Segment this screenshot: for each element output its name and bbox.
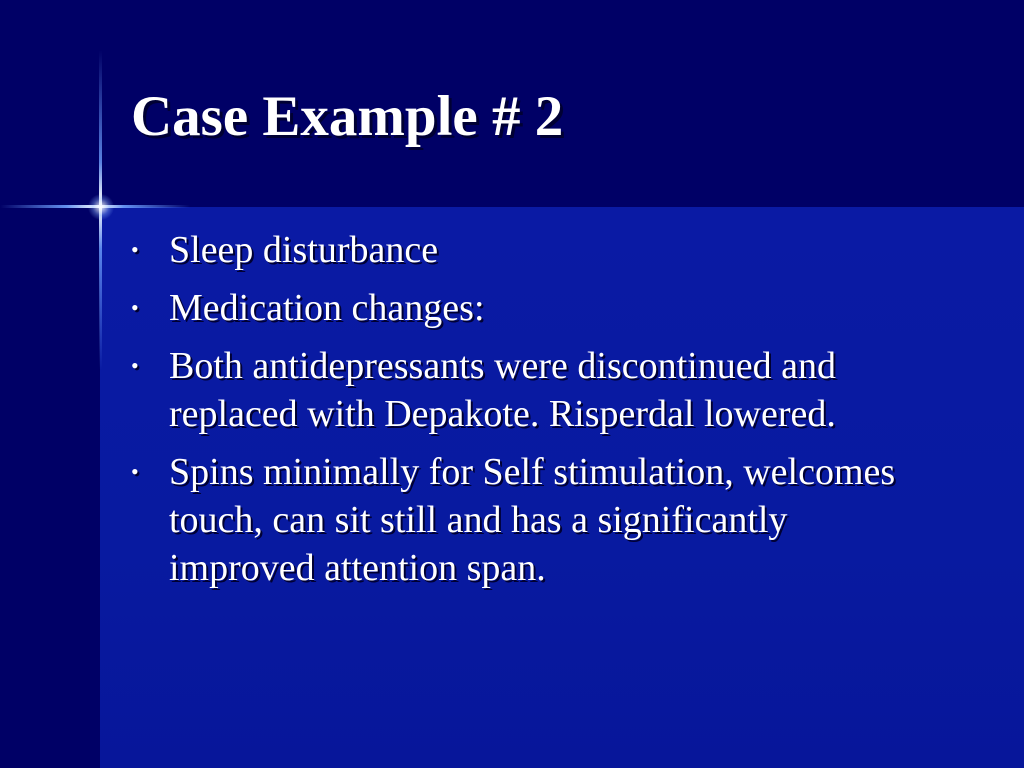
bullet-icon: • <box>131 295 139 320</box>
bullet-item <box>131 448 911 592</box>
bullet-text: Medication changes: <box>169 287 485 329</box>
bullet-icon: • <box>131 353 139 378</box>
bullet-icon: • <box>131 459 139 484</box>
bullet-item <box>131 342 911 438</box>
slide-title: Case Example # 2 <box>131 85 564 148</box>
bullet-list <box>131 226 911 602</box>
bullet-item <box>131 284 911 332</box>
bullet-text: Both antidepressants were discontinued and replaced with Depakote. Risperdal lowered. <box>169 345 836 435</box>
bullet-text: Spins minimally for Self stimulation, welcomes touch, can sit still and has a significantly improved attention span. <box>169 451 896 589</box>
sparkle-icon <box>88 194 114 220</box>
bullet-text: Sleep disturbance <box>169 229 439 271</box>
bullet-icon: • <box>131 237 139 262</box>
bullet-item <box>131 226 911 274</box>
